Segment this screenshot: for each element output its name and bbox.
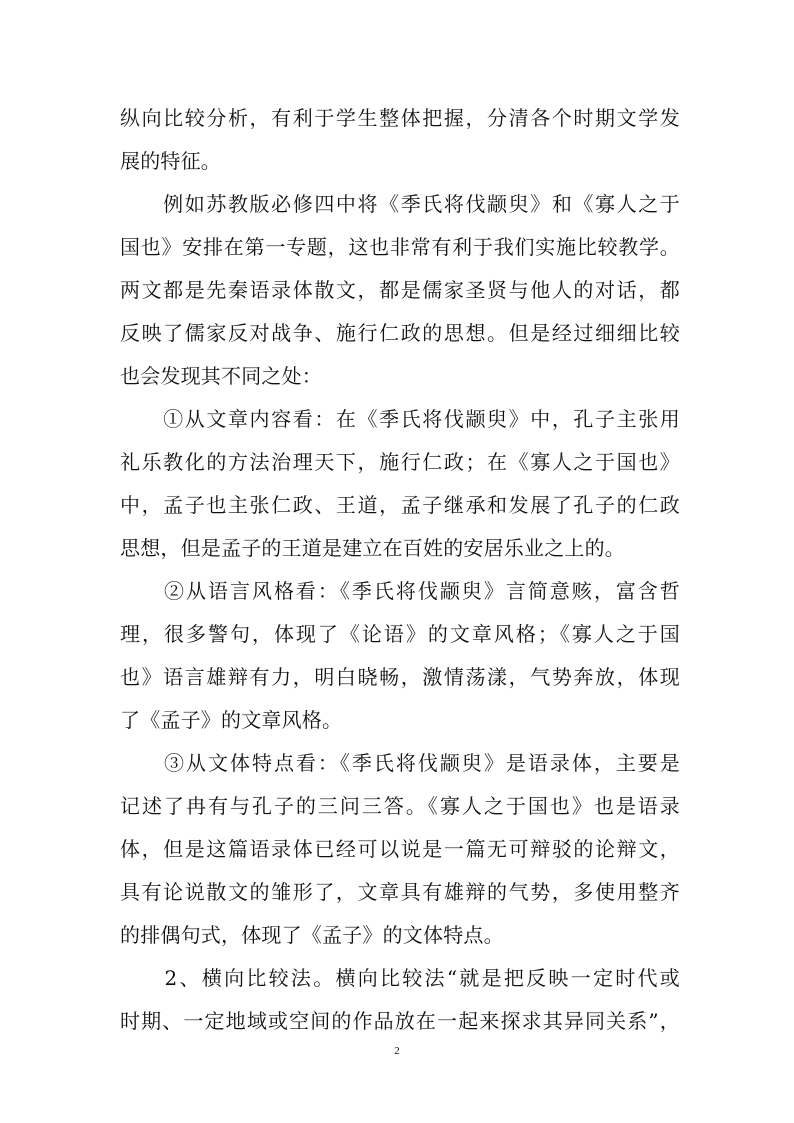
text-line: 例如苏教版必修四中将《季氏将伐颛臾》和《寡人之于	[120, 192, 680, 216]
text-line: ①从文章内容看：在《季氏将伐颛臾》中，孔子主张用	[120, 407, 680, 431]
text-line: 理，很多警句，体现了《论语》的文章风格；《寡人之于国	[120, 622, 680, 646]
text-line: 国也》安排在第一专题，这也非常有利于我们实施比较教学。	[120, 235, 680, 259]
text-line: ③从文体特点看：《季氏将伐颛臾》是语录体，主要是	[120, 751, 680, 775]
text-line: 中，孟子也主张仁政、王道，孟子继承和发展了孔子的仁政	[120, 493, 680, 517]
text-line: 也》语言雄辩有力，明白晓畅，激情荡漾，气势奔放，体现	[120, 665, 680, 689]
text-line: 体，但是这篇语录体已经可以说是一篇无可辩驳的论辩文，	[120, 837, 680, 861]
text-line: 两文都是先秦语录体散文，都是儒家圣贤与他人的对话，都	[120, 278, 680, 302]
text-line: 也会发现其不同之处：	[120, 364, 322, 388]
text-line: 思想，但是孟子的王道是建立在百姓的安居乐业之上的。	[120, 536, 625, 560]
text-line: 时期、一定地域或空间的作品放在一起来探求其异同关系”，	[120, 1009, 680, 1033]
text-line: 了《孟子》的文章风格。	[120, 708, 343, 732]
text-line: 记述了冉有与孔子的三问三答。《寡人之于国也》也是语录	[120, 794, 680, 818]
text-line: 礼乐教化的方法治理天下，施行仁政；在《寡人之于国也》	[120, 450, 680, 474]
text-line: 纵向比较分析，有利于学生整体把握，分清各个时期文学发	[120, 106, 680, 130]
text-line: 反映了儒家反对战争、施行仁政的思想。但是经过细细比较	[120, 321, 680, 345]
text-line: 2、横向比较法。横向比较法“就是把反映一定时代或	[120, 966, 680, 990]
text-line: ②从语言风格看：《季氏将伐颛臾》言简意赅，富含哲	[120, 579, 680, 603]
text-line: 展的特征。	[120, 149, 221, 173]
page-number: 2	[394, 1045, 400, 1057]
text-line: 具有论说散文的雏形了，文章具有雄辩的气势，多使用整齐	[120, 880, 680, 904]
text-line: 的排偶句式，体现了《孟子》的文体特点。	[120, 923, 504, 947]
